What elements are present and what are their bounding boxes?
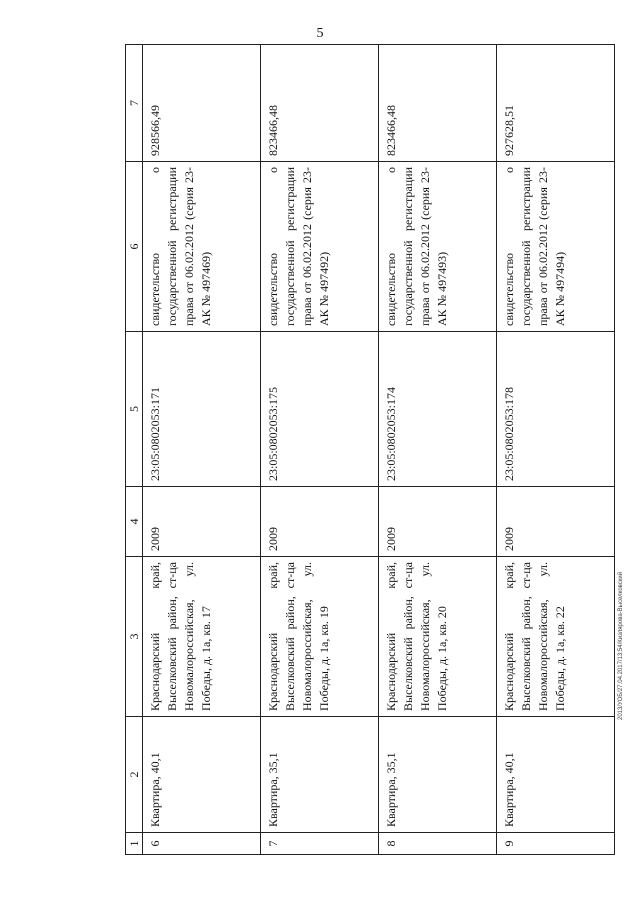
object-cell: Квартира, 40,1 [143,717,261,833]
address-cell: Краснодарский край, Выселковский район, ст-ца Новомалороссийская, ул. Победы, д. 1а, кв. 19 [261,557,379,717]
row-number: 9 [497,833,615,855]
document-cell: свидетельство о государственной регистрации права от 06.02.2012 (серия 23-АК № 497493) [379,162,497,332]
object-cell: Квартира, 35,1 [261,717,379,833]
side-stamp: 2013/УОБ/27.04.2017/13:54/Кизлярова-Выселковский [618,571,624,720]
year-cell: 2009 [497,487,615,557]
header-cell: 5 [126,332,143,487]
value-cell: 927628,51 [497,45,615,162]
row-number: 7 [261,833,379,855]
year-cell: 2009 [261,487,379,557]
year-cell: 2009 [379,487,497,557]
header-cell: 2 [126,717,143,833]
cadastral-cell: 23:05:0802053:171 [143,332,261,487]
address-cell: Краснодарский край, Выселковский район, ст-ца Новомалороссийская, ул. Победы, д. 1а, кв. 22 [497,557,615,717]
value-cell: 823466,48 [379,45,497,162]
object-cell: Квартира, 35,1 [379,717,497,833]
header-cell: 4 [126,487,143,557]
document-cell: свидетельство о государственной регистрации права от 06.02.2012 (серия 23-АК № 497492) [261,162,379,332]
cadastral-cell: 23:05:0802053:175 [261,332,379,487]
year-cell: 2009 [143,487,261,557]
table-row [261,45,379,855]
document-cell: свидетельство о государственной регистрации права от 06.02.2012 (серия 23-АК № 497469) [143,162,261,332]
page-number: 5 [316,26,324,41]
header-cell: 6 [126,162,143,332]
document-cell: свидетельство о государственной регистрации права от 06.02.2012 (серия 23-АК № 497494) [497,162,615,332]
address-cell: Краснодарский край, Выселковский район, ст-ца Новомалороссийская, ул. Победы, д. 1а, кв. 17 [143,557,261,717]
header-cell: 1 [126,833,143,855]
cadastral-cell: 23:05:0802053:178 [497,332,615,487]
cadastral-cell: 23:05:0802053:174 [379,332,497,487]
header-cell: 3 [126,557,143,717]
table-row [143,45,261,855]
address-cell: Краснодарский край, Выселковский район, ст-ца Новомалороссийская, ул. Победы, д. 1а, кв. 20 [379,557,497,717]
rotated-table-wrapper [125,45,615,855]
object-cell: Квартира, 40,1 [497,717,615,833]
header-row [126,45,143,855]
table-row [497,45,615,855]
property-registry-table [125,44,615,855]
row-number: 8 [379,833,497,855]
value-cell: 928566,49 [143,45,261,162]
value-cell: 823466,48 [261,45,379,162]
table-row [379,45,497,855]
row-number: 6 [143,833,261,855]
header-cell: 7 [126,45,143,162]
